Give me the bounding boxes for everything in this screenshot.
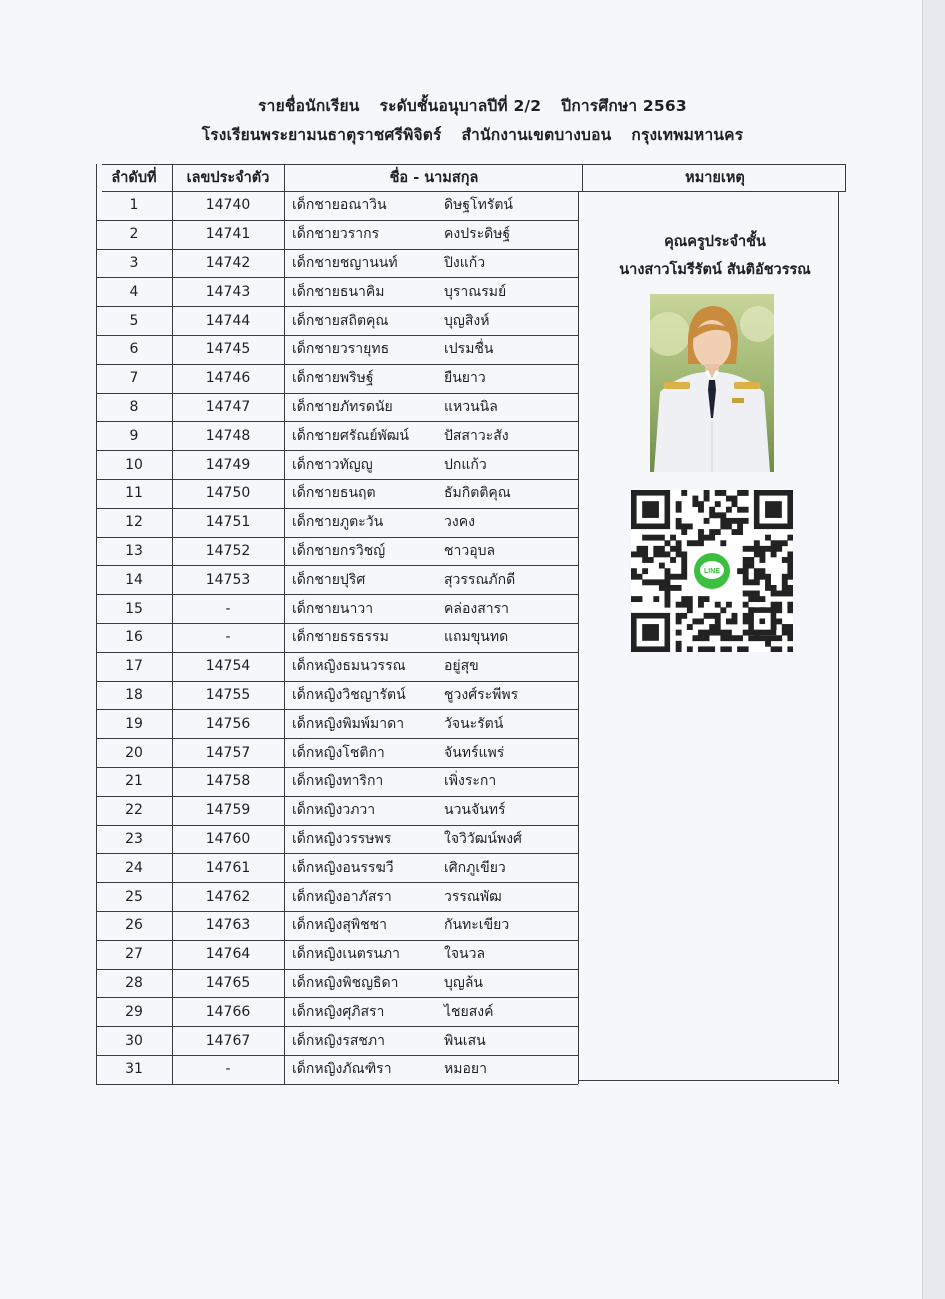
last-name: ชาวอุบล [444,542,496,559]
student-id: 14752 [205,542,251,559]
subtitle-part: โรงเรียนพระยามนธาตุราชศรีพิจิตร์ [201,126,442,144]
last-name: ยืนยาว [444,370,486,387]
last-name: ชูวงศ์ระพีพร [444,686,519,703]
teacher-photo [650,294,774,472]
first-name: เด็กชายวรายุทธ [292,341,390,358]
student-id: 14767 [205,1032,251,1049]
first-name: เด็กชายธรธรรม [292,629,389,646]
student-id: 14747 [205,398,251,415]
student-id: 14754 [205,658,251,675]
last-name: ใจนวล [444,946,486,963]
first-name: เด็กหญิงเนตรนภา [292,946,400,963]
subtitle-part: สำนักงานเขตบางบอน [461,126,612,144]
last-name: บุราณรมย์ [444,283,507,300]
row-divider [96,1084,578,1085]
line-qr-code[interactable] [631,490,793,652]
last-name: อยู่สุข [444,658,479,675]
student-name [284,1026,578,1055]
last-name: กันทะเขียว [444,917,510,934]
student-id: 14743 [205,283,251,300]
student-id: - [225,1061,231,1078]
row-number: 7 [129,370,139,387]
student-name [284,565,578,594]
student-name [284,335,578,364]
student-id: 14740 [205,197,251,214]
row-number: 15 [125,600,143,617]
student-name [284,652,578,681]
first-name: เด็กชาวทัญญู [292,456,373,473]
row-number: 28 [125,974,143,991]
first-name: เด็กหญิงพิชญธิดา [292,974,399,991]
student-name [284,911,578,940]
student-id: 14760 [205,830,251,847]
column-header: ชื่อ - นามสกุล [389,170,479,186]
row-number: 31 [125,1061,143,1078]
student-name [284,1055,578,1084]
first-name: เด็กหญิงวภวา [292,802,376,819]
student-name [284,882,578,911]
student-id: 14749 [205,456,251,473]
student-name [284,450,578,479]
student-id: - [225,629,231,646]
student-id: 14762 [205,888,251,905]
first-name: เด็กชายปุริศ [292,571,366,588]
student-id: 14763 [205,917,251,934]
first-name: เด็กชายภัทรดนัย [292,398,393,415]
last-name: ปกแก้ว [444,456,487,473]
student-name [284,479,578,508]
student-id: 14756 [205,715,251,732]
student-id: - [225,600,231,617]
row-number: 29 [125,1003,143,1020]
column-divider [578,191,579,1084]
student-id: 14745 [205,341,251,358]
last-name: สุวรรณภักดี [444,571,516,588]
student-name [284,796,578,825]
row-number: 11 [125,485,143,502]
last-name: จันทร์แพร่ [444,744,505,761]
row-number: 14 [125,571,143,588]
last-name: บุญสิงห์ [444,312,490,329]
student-name [284,623,578,652]
first-name: เด็กชายนาวา [292,600,374,617]
student-id: 14755 [205,686,251,703]
first-name: เด็กหญิงภัณฑิรา [292,1061,392,1078]
student-id: 14759 [205,802,251,819]
row-number: 25 [125,888,143,905]
student-id: 14748 [205,427,251,444]
row-number: 26 [125,917,143,934]
student-name [284,537,578,566]
first-name: เด็กหญิงรสชภา [292,1032,386,1049]
last-name: ธัมกิตติคุณ [444,485,511,502]
first-name: เด็กชายอณาวิน [292,197,387,214]
student-name [284,709,578,738]
student-name [284,393,578,422]
last-name: แถมขุนทด [444,629,509,646]
table-top-border [102,164,845,165]
row-number: 13 [125,542,143,559]
column-header: ลำดับที่ [111,170,157,186]
remark-bottom-border [578,1080,838,1081]
qr-code-icon [631,490,793,652]
last-name: วัจนะรัตน์ [444,715,504,732]
student-name [284,249,578,278]
student-id: 14757 [205,744,251,761]
last-name: ใจวิวัฒน์พงศ์ [444,830,522,847]
student-name [284,277,578,306]
student-id: 14751 [205,514,251,531]
student-name [284,421,578,450]
last-name: ดิษฐโทรัตน์ [444,197,513,214]
first-name: เด็กชายกรวิชญ์ [292,542,386,559]
last-name: ปัสสาวะสัง [444,427,509,444]
student-name [284,825,578,854]
student-name [284,969,578,998]
title-part: ระดับชั้นอนุบาลปีที่ 2/2 [379,97,542,115]
first-name: เด็กชายธนาคิม [292,283,385,300]
row-number: 2 [129,226,139,243]
row-number: 3 [129,254,139,271]
last-name: ปิงแก้ว [444,254,486,271]
student-name [284,220,578,249]
row-number: 16 [125,629,143,646]
row-number: 17 [125,658,143,675]
student-name [284,508,578,537]
column-header: หมายเหตุ [685,170,745,186]
row-number: 10 [125,456,143,473]
student-name [284,853,578,882]
student-name [284,594,578,623]
row-number: 24 [125,859,143,876]
header-divider [102,191,845,192]
row-number: 18 [125,686,143,703]
student-name [284,767,578,796]
first-name: เด็กหญิงโชติกา [292,744,385,761]
last-name: เพิ่งระกา [444,773,497,790]
first-name: เด็กหญิงศุภิสรา [292,1003,385,1020]
student-id: 14744 [205,312,251,329]
document-subtitle [0,122,945,147]
row-number: 19 [125,715,143,732]
student-id: 14766 [205,1003,251,1020]
row-number: 8 [129,398,139,415]
student-name [284,191,578,220]
first-name: เด็กหญิงพิมพ์มาดา [292,715,405,732]
student-id: 14746 [205,370,251,387]
student-id: 14761 [205,859,251,876]
student-id: 14750 [205,485,251,502]
teacher-portrait [650,294,774,472]
table-right-border [838,191,839,1084]
first-name: เด็กหญิงอาภัสรา [292,888,392,905]
column-header: เลขประจำตัว [186,170,270,186]
first-name: เด็กชายสถิตคุณ [292,312,389,329]
row-number: 5 [129,312,139,329]
row-number: 21 [125,773,143,790]
table-left-border [96,164,97,1084]
student-id: 14742 [205,254,251,271]
first-name: เด็กชายวรากร [292,226,380,243]
student-id: 14741 [205,226,251,243]
row-number: 30 [125,1032,143,1049]
first-name: เด็กหญิงธมนวรรณ [292,658,406,675]
first-name: เด็กหญิงวิชญารัตน์ [292,686,406,703]
row-number: 12 [125,514,143,531]
last-name: วรรณพัฒ [444,888,502,905]
first-name: เด็กชายพริษฐ์ [292,370,374,387]
title-part: รายชื่อนักเรียน [258,97,360,115]
row-number: 22 [125,802,143,819]
document-title [0,93,945,118]
first-name: เด็กชายธนฤต [292,485,376,502]
student-name [284,306,578,335]
subtitle-part: กรุงเทพมหานคร [631,126,744,144]
first-name: เด็กชายศรัณย์พัฒน์ [292,427,409,444]
row-number: 6 [129,341,139,358]
last-name: คล่องสารา [444,600,509,617]
first-name: เด็กหญิงสุพิชชา [292,917,387,934]
student-id: 14765 [205,974,251,991]
student-name [284,940,578,969]
last-name: ไชยสงค์ [444,1003,494,1020]
last-name: พินเสน [444,1032,486,1049]
last-name: นวนจันทร์ [444,802,506,819]
row-number: 20 [125,744,143,761]
student-id: 14764 [205,946,251,963]
first-name: เด็กหญิงทาริกา [292,773,384,790]
first-name: เด็กหญิงวรรษพร [292,830,392,847]
last-name: เศิกภูเขียว [444,859,506,876]
column-divider [284,164,285,1084]
first-name: เด็กหญิงอนรรฆวี [292,859,394,876]
last-name: แหวนนิล [444,398,498,415]
teacher-name: นางสาวโมรีรัตน์ สันติอัชวรรณ [619,262,811,278]
student-name [284,364,578,393]
last-name: บุญล้น [444,974,483,991]
column-divider [582,164,583,192]
last-name: หมอยา [444,1061,487,1078]
student-name [284,681,578,710]
last-name: วงคง [444,514,475,531]
first-name: เด็กชายชญานนท์ [292,254,398,271]
student-name [284,997,578,1026]
table-right-border [845,164,846,192]
row-number: 4 [129,283,139,300]
last-name: เปรมชื่น [444,341,494,358]
row-number: 27 [125,946,143,963]
title-part: ปีการศึกษา 2563 [561,97,687,115]
student-name [284,738,578,767]
row-number: 9 [129,427,139,444]
student-id: 14753 [205,571,251,588]
row-number: 1 [129,197,139,214]
column-divider [172,164,173,1084]
first-name: เด็กชายภูตะวัน [292,514,384,531]
student-id: 14758 [205,773,251,790]
line-logo-text: LINE [704,568,720,575]
row-number: 23 [125,830,143,847]
teacher-role: คุณครูประจำชั้น [664,234,766,250]
last-name: คงประดิษฐ์ [444,226,511,243]
